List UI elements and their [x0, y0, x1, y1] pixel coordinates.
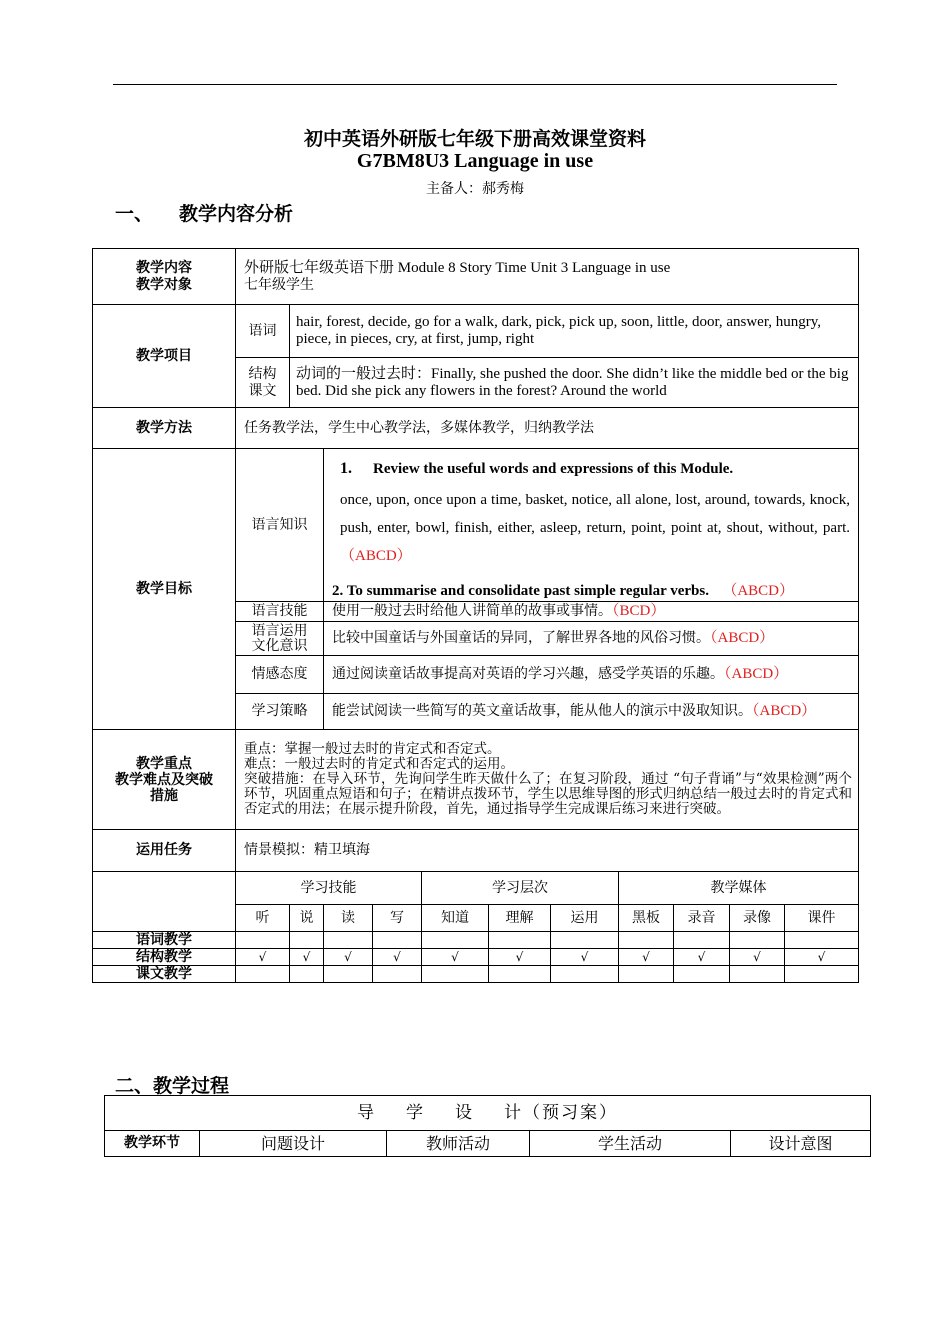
row-goal-knowledge [93, 449, 859, 582]
section-heading-2: 二、教学过程 [115, 1075, 230, 1097]
matrix-cell [674, 932, 730, 949]
goal2-tag: （ABCD） [722, 582, 795, 599]
content-value [236, 249, 859, 305]
matrix-col: 读 [324, 905, 373, 932]
matrix-col: 课件 [785, 905, 859, 932]
matrix-cell: √ [785, 949, 859, 966]
matrix-cell: √ [551, 949, 619, 966]
object-line: 七年级学生 [244, 276, 314, 293]
document-title: 初中英语外研版七年级下册高效课堂资料 [303, 128, 646, 150]
matrix-col: 运用 [551, 905, 619, 932]
matrix-cell [236, 932, 290, 949]
matrix-cell: √ [619, 949, 674, 966]
content-analysis-table [92, 248, 859, 983]
matrix-cell [730, 932, 785, 949]
matrix-col: 知道 [422, 905, 489, 932]
matrix-cell [551, 932, 619, 949]
matrix-cell [236, 966, 290, 983]
process-title-row [105, 1096, 871, 1131]
matrix-cell [730, 966, 785, 983]
matrix-cell: √ [236, 949, 290, 966]
matrix-cell [551, 966, 619, 983]
knowledge-heading: 1. Review the useful words and expressions of this Module. [340, 460, 734, 478]
process-header: 教学环节 [105, 1131, 200, 1157]
matrix-cell [785, 932, 859, 949]
difficulty: 难点：一般过去时的肯定式和否定式的运用。 [244, 756, 514, 772]
matrix-row-structure [93, 949, 859, 966]
matrix-col: 录像 [730, 905, 785, 932]
matrix-corner [93, 872, 236, 932]
goal2-value: 2. To summarise and consolidate past simple regular verbs. （ABCD） [324, 582, 859, 602]
skill-value: 使用一般过去时给他人讲简单的故事或事情。（BCD） [324, 602, 859, 622]
matrix-cell: √ [373, 949, 422, 966]
section-title: 教学内容分析 [179, 203, 294, 225]
culture-value: 比较中国童话与外国童话的异同，了解世界各地的风俗习惯。（ABCD） [324, 622, 859, 656]
matrix-row-label: 语词教学 [93, 932, 236, 949]
knowledge-words: once, upon, once upon a time, basket, notice, all alone, lost, around, towards, knock, push, enter, bowl, finish, either, asleep, return, point, point at, shout, without, part. （ABCD） [340, 492, 850, 565]
section-heading-1 [115, 199, 293, 226]
task-label: 运用任务 [93, 830, 236, 872]
key-point: 重点：掌握一般过去时的肯定式和否定式。 [244, 741, 501, 757]
matrix-cell [619, 932, 674, 949]
matrix-cell: √ [489, 949, 551, 966]
header-rule [113, 84, 837, 85]
matrix-cell [324, 932, 373, 949]
matrix-group-media: 教学媒体 [619, 872, 859, 905]
vocab-label: 语词 [236, 305, 290, 358]
row-task [93, 830, 859, 872]
section-number: 一、 [115, 203, 154, 225]
culture-tag: （ABCD） [710, 630, 775, 646]
matrix-cell [489, 966, 551, 983]
matrix-cell [290, 932, 324, 949]
matrix-cell [422, 966, 489, 983]
matrix-row-vocab [93, 932, 859, 949]
skill-tag: （BCD） [612, 603, 666, 619]
content-line: 外研版七年级英语下册 Module 8 Story Time Unit 3 Language in use [244, 259, 671, 276]
matrix-col: 听 [236, 905, 290, 932]
matrix-col: 写 [373, 905, 422, 932]
matrix-cell: √ [422, 949, 489, 966]
process-header-row [105, 1131, 871, 1157]
matrix-cell [373, 932, 422, 949]
row-content [93, 249, 859, 305]
matrix-col: 录音 [674, 905, 730, 932]
process-table [104, 1095, 871, 1157]
items-label: 教学项目 [93, 305, 236, 408]
strategy-label: 学习策略 [236, 694, 324, 730]
attitude-value: 通过阅读童话故事提高对英语的学习兴趣，感受学英语的乐趣。（ABCD） [324, 656, 859, 694]
knowledge-label: 语言知识 [236, 449, 324, 602]
matrix-col: 理解 [489, 905, 551, 932]
process-header: 问题设计 [200, 1131, 387, 1157]
row-method [93, 408, 859, 449]
attitude-label: 情感态度 [236, 656, 324, 694]
process-header: 设计意图 [731, 1131, 871, 1157]
content-label: 教学内容 教学对象 [93, 249, 236, 305]
matrix-group-levels: 学习层次 [422, 872, 619, 905]
key-value [236, 730, 859, 830]
matrix-cell: √ [324, 949, 373, 966]
method-label: 教学方法 [93, 408, 236, 449]
matrix-cell [290, 966, 324, 983]
structure-label: 结构 课文 [236, 358, 290, 408]
matrix-row-text [93, 966, 859, 983]
process-header: 教师活动 [387, 1131, 530, 1157]
matrix-col: 说 [290, 905, 324, 932]
matrix-group-skills: 学习技能 [236, 872, 422, 905]
process-title: 导 学 设 计（预习案） [105, 1096, 871, 1131]
matrix-cell [324, 966, 373, 983]
matrix-col: 黑板 [619, 905, 674, 932]
process-header: 学生活动 [530, 1131, 731, 1157]
matrix-cell [373, 966, 422, 983]
row-key-points [93, 730, 859, 830]
matrix-cell [619, 966, 674, 983]
goals-label: 教学目标 [93, 449, 236, 730]
matrix-group-row [93, 872, 859, 905]
matrix-cell [674, 966, 730, 983]
matrix-cell: √ [290, 949, 324, 966]
culture-label: 语言运用 文化意识 [236, 622, 324, 656]
method-value: 任务教学法，学生中心教学法，多媒体教学，归纳教学法 [236, 408, 859, 449]
knowledge-value [324, 449, 859, 582]
structure-value: 动词的一般过去时：Finally, she pushed the door. She didn’t like the middle bed or the big bed. Did she pick any flowers in the forest? Around the world [290, 358, 859, 408]
matrix-row-label: 课文教学 [93, 966, 236, 983]
attitude-tag: （ABCD） [724, 666, 789, 682]
matrix-cell [785, 966, 859, 983]
strategy-tag: （ABCD） [752, 703, 817, 719]
document-subtitle: G7BM8U3 Language in use [356, 150, 594, 172]
measures: 突破措施：在导入环节，先询问学生昨天做什么了；在复习阶段，通过 “句子背诵”与“效果检测”两个环节，巩固重点短语和句子；在精讲点拨环节，学生以思维导图的形式归纳总结一般过去时的肯定式和否定式的用法；在展示提升阶段，首先，通过指导学生完成课后练习来进行突破。 [244, 771, 852, 817]
strategy-value: 能尝试阅读一些简写的英文童话故事，能从他人的演示中汲取知识。（ABCD） [324, 694, 859, 730]
matrix-row-label: 结构教学 [93, 949, 236, 966]
vocab-value: hair, forest, decide, go for a walk, dark, pick, pick up, soon, little, door, answer, hungry, piece, in pieces, cry, at first, jump, right [290, 305, 859, 358]
row-vocab [93, 305, 859, 358]
matrix-cell [489, 932, 551, 949]
task-value: 情景模拟：精卫填海 [236, 830, 859, 872]
preparer: 主备人：郝秀梅 [426, 181, 524, 197]
knowledge-tag: （ABCD） [340, 548, 412, 565]
matrix-cell: √ [730, 949, 785, 966]
key-label: 教学重点 教学难点及突破 措施 [93, 730, 236, 830]
matrix-cell: √ [674, 949, 730, 966]
matrix-cell [422, 932, 489, 949]
skill-label: 语言技能 [236, 602, 324, 622]
